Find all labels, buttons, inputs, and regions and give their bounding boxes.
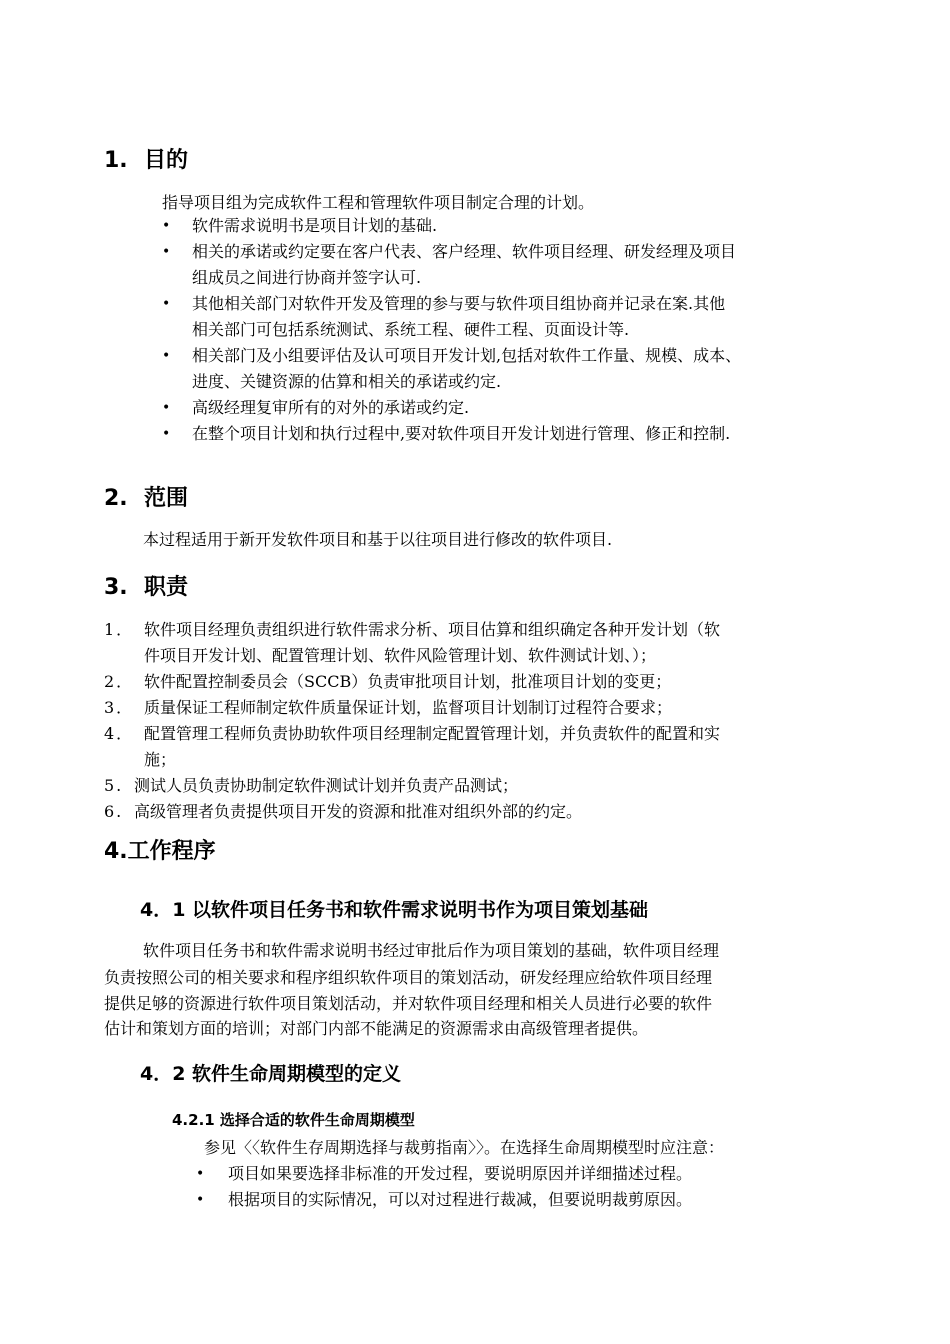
bullet-icon: • [162,244,171,260]
list-item-text: 在整个项目计划和执行过程中,要对软件项目开发计划进行管理、修正和控制. [192,424,731,443]
list-item [162,213,741,239]
list-item-number: 4． [104,724,135,743]
paragraph-line: 负责按照公司的相关要求和程序组织软件项目的策划活动，研发经理应给软件项目经理 [104,968,713,987]
list-item-text: 高级经理复审所有的对外的承诺或约定. [192,398,470,417]
list-item-text: 配置管理工程师负责协助软件项目经理制定配置管理计划，并负责软件的配置和实 [144,724,721,743]
list-item-text: 相关部门及小组要评估及认可项目开发计划,包括对软件工作量、规模、成本、 [192,346,742,365]
list-item-text: 软件项目经理负责组织进行软件需求分析、项目估算和组织确定各种开发计划（软 [144,620,721,639]
list-item [104,799,720,825]
bullet-icon: • [162,426,171,442]
list-item-number: 2． [104,672,135,691]
bullet-icon: • [196,1166,205,1182]
list-item-number: 5. [104,776,124,795]
heading-responsibilities [104,574,188,602]
heading-number: 3. [104,575,128,600]
responsibilities-list [104,617,720,825]
paragraph-line: 软件项目任务书和软件需求说明书经过审批后作为项目策划的基础，软件项目经理 [143,941,720,960]
list-item-text: 进度、关键资源的估算和相关的承诺或约定. [192,372,502,391]
list-item-number: 1． [104,620,135,639]
purpose-intro: 指导项目组为完成软件工程和管理软件项目制定合理的计划。 [162,193,595,212]
list-item [162,291,741,343]
bullet-icon: • [162,296,171,312]
list-item-text: 项目如果要选择非标准的开发过程，要说明原因并详细描述过程。 [228,1164,693,1183]
paragraph-line: 估计和策划方面的培训；对部门内部不能满足的资源需求由高级管理者提供。 [104,1019,649,1038]
list-item-number: 3． [104,698,135,717]
list-item [104,773,720,799]
list-item-text: 其他相关部门对软件开发及管理的参与要与软件项目组协商并记录在案.其他 [192,294,726,313]
heading-scope [104,485,188,513]
bullet-icon: • [162,218,171,234]
list-item-text: 件项目开发计划、配置管理计划、软件风险管理计划、软件测试计划、）； [144,646,657,665]
paragraph-line: 提供足够的资源进行软件项目策划活动，并对软件项目经理和相关人员进行必要的软件 [104,994,713,1013]
list-item [162,395,741,421]
list-item [196,1187,692,1213]
scope-text: 本过程适用于新开发软件项目和基于以往项目进行修改的软件项目. [143,530,613,549]
purpose-bullet-list [162,213,741,447]
heading-title: 范围 [144,486,189,511]
list-item-text: 质量保证工程师制定软件质量保证计划，监督项目计划制订过程符合要求； [144,698,673,717]
bullet-icon: • [162,400,171,416]
list-item-text: 测试人员负责协助制定软件测试计划并负责产品测试； [134,776,519,795]
subheading-4-1: 4．1 以软件项目任务书和软件需求说明书作为项目策划基础 [140,899,649,921]
heading-title: 目的 [144,148,189,173]
list-item [162,343,741,395]
bullet-icon: • [196,1192,205,1208]
lifecycle-bullet-list [196,1161,692,1213]
list-item-text: 相关部门可包括系统测试、系统工程、硬件工程、页面设计等. [192,320,630,339]
bullet-icon: • [162,348,171,364]
list-item [104,669,720,695]
subheading-4-2: 4．2 软件生命周期模型的定义 [140,1063,402,1085]
list-item-number: 6. [104,802,124,821]
list-item [104,721,720,773]
guide-reference: 参见〈〈软件生存周期选择与裁剪指南〉〉。在选择生命周期模型时应注意： [204,1138,725,1157]
list-item-text: 施； [144,750,177,769]
list-item-text: 组成员之间进行协商并签字认可. [192,268,422,287]
subheading-4-2-1: 4.2.1 选择合适的软件生命周期模型 [172,1111,415,1129]
heading-purpose [104,147,188,175]
list-item [196,1161,692,1187]
heading-procedure: 4.工作程序 [104,839,216,864]
heading-number: 1. [104,148,128,173]
list-item [104,695,720,721]
list-item-text: 根据项目的实际情况，可以对过程进行裁减，但要说明裁剪原因。 [228,1190,693,1209]
list-item-text: 软件配置控制委员会（SCCB）负责审批项目计划，批准项目计划的变更； [144,672,672,691]
heading-number: 2. [104,486,128,511]
list-item [162,421,741,447]
heading-title: 职责 [144,575,189,600]
list-item [162,239,741,291]
list-item-text: 相关的承诺或约定要在客户代表、客户经理、软件项目经理、研发经理及项目 [192,242,737,261]
list-item-text: 高级管理者负责提供项目开发的资源和批准对组织外部的约定。 [134,802,583,821]
list-item-text: 软件需求说明书是项目计划的基础. [192,216,438,235]
list-item [104,617,720,669]
